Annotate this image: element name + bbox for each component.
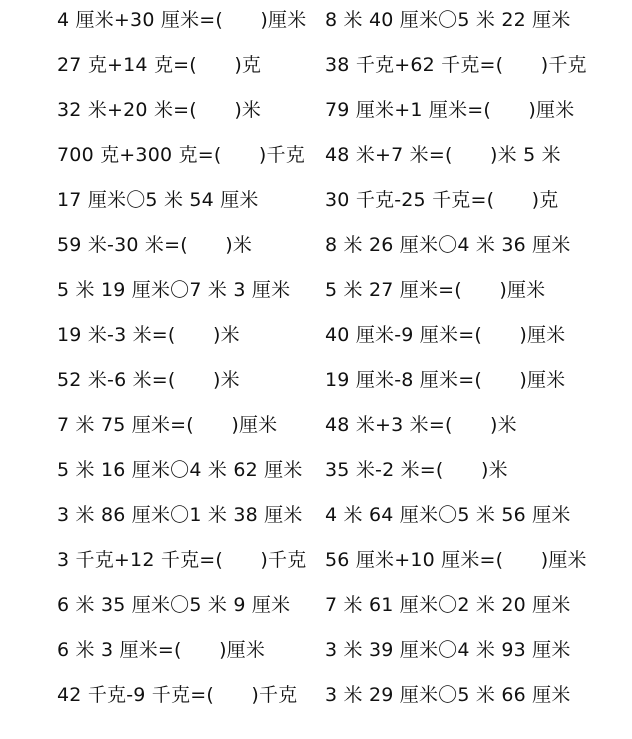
problem-row [0,270,632,310]
problem-left: 5 米 19 厘米〇7 米 3 厘米 [57,279,291,301]
problem-left: 7 米 75 厘米=( )厘米 [57,414,278,436]
problem-left: 52 米-6 米=( )米 [57,369,240,391]
problem-row [0,90,632,130]
problem-left: 27 克+14 克=( )克 [57,54,262,76]
problem-right: 48 米+3 米=( )米 [325,414,517,436]
problem-right: 56 厘米+10 厘米=( )厘米 [325,549,587,571]
problem-row [0,180,632,220]
problem-left: 4 厘米+30 厘米=( )厘米 [57,9,307,31]
problem-right: 8 米 26 厘米〇4 米 36 厘米 [325,234,571,256]
problem-row [0,630,632,670]
problem-row [0,0,632,40]
problem-left: 17 厘米〇5 米 54 厘米 [57,189,259,211]
problem-left: 6 米 3 厘米=( )厘米 [57,639,266,661]
problem-right: 5 米 27 厘米=( )厘米 [325,279,546,301]
problem-right: 30 千克-25 千克=( )克 [325,189,559,211]
problem-row [0,540,632,580]
problem-left: 5 米 16 厘米〇4 米 62 厘米 [57,459,303,481]
problem-row [0,45,632,85]
problem-right: 79 厘米+1 厘米=( )厘米 [325,99,575,121]
problem-right: 4 米 64 厘米〇5 米 56 厘米 [325,504,571,526]
problem-right: 8 米 40 厘米〇5 米 22 厘米 [325,9,571,31]
problem-left: 3 千克+12 千克=( )千克 [57,549,307,571]
problem-left: 3 米 86 厘米〇1 米 38 厘米 [57,504,303,526]
problem-left: 32 米+20 米=( )米 [57,99,262,121]
problem-row [0,495,632,535]
problem-right: 7 米 61 厘米〇2 米 20 厘米 [325,594,571,616]
problem-right: 3 米 29 厘米〇5 米 66 厘米 [325,684,571,706]
problem-right: 35 米-2 米=( )米 [325,459,508,481]
problem-left: 42 千克-9 千克=( )千克 [57,684,298,706]
problem-left: 59 米-30 米=( )米 [57,234,253,256]
problem-right: 40 厘米-9 厘米=( )厘米 [325,324,566,346]
problem-left: 700 克+300 克=( )千克 [57,144,305,166]
problem-right: 19 厘米-8 厘米=( )厘米 [325,369,566,391]
problem-left: 6 米 35 厘米〇5 米 9 厘米 [57,594,291,616]
problem-row [0,675,632,715]
problem-row [0,315,632,355]
problem-row [0,405,632,445]
problem-right: 3 米 39 厘米〇4 米 93 厘米 [325,639,571,661]
problem-right: 48 米+7 米=( )米 5 米 [325,144,561,166]
problem-right: 38 千克+62 千克=( )千克 [325,54,587,76]
problem-row [0,135,632,175]
problem-row [0,450,632,490]
problem-row [0,225,632,265]
problem-row [0,585,632,625]
problem-left: 19 米-3 米=( )米 [57,324,240,346]
problem-row [0,360,632,400]
